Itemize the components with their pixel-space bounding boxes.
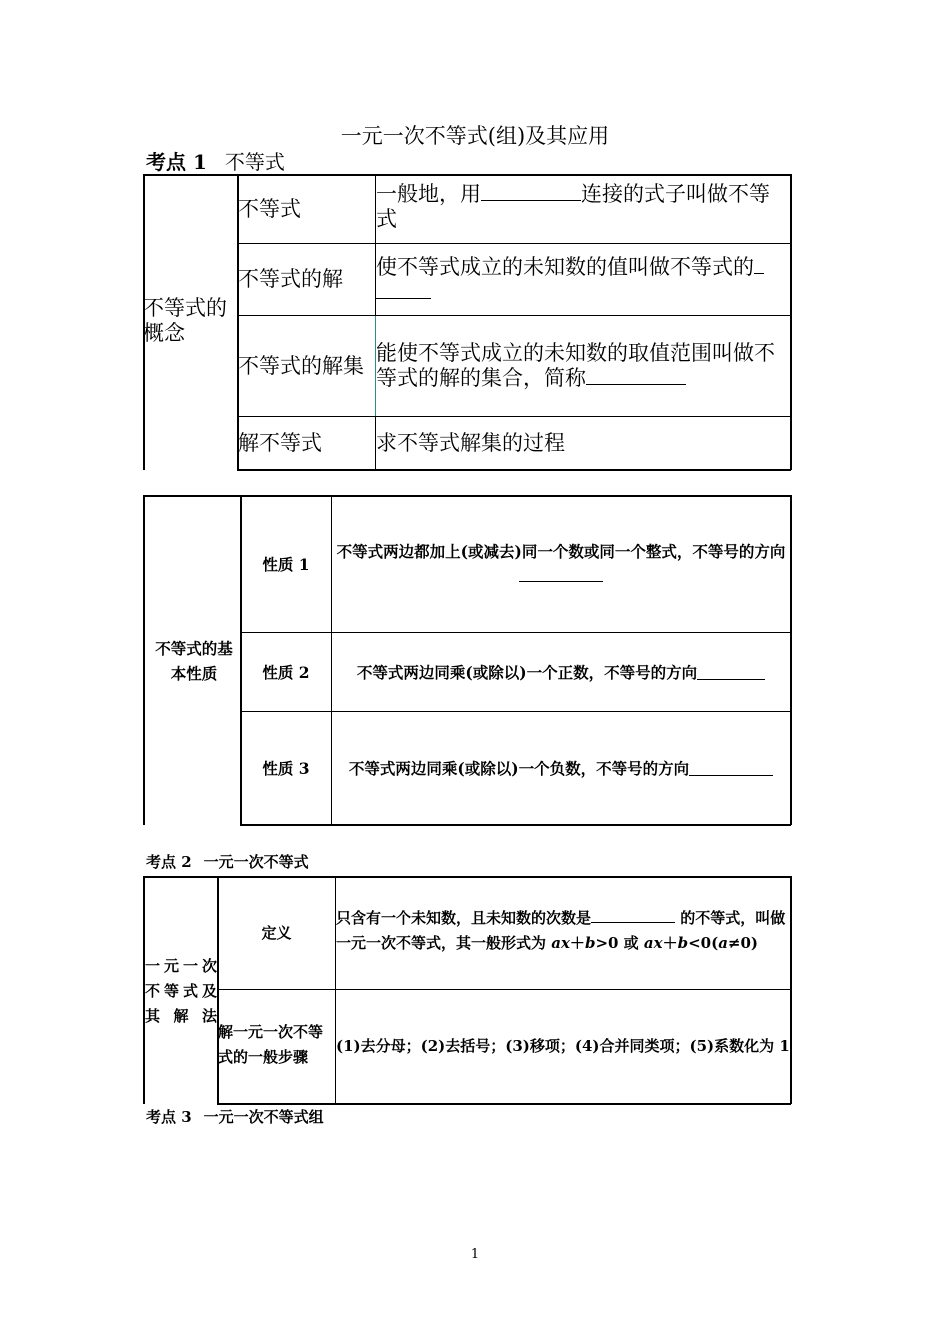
property-1-text: 不等式两边都加上(或减去)同一个数或同一个整式，不等号的方向: [336, 542, 786, 561]
section-1-heading: [146, 149, 285, 175]
page-number: 1: [470, 1247, 480, 1262]
property-3-desc: [332, 712, 790, 824]
steps-desc: (1)去分母；(2)去括号；(3)移项；(4)合并同类项；(5)系数化为 1: [336, 1037, 790, 1055]
property-3-name: 性质 3: [262, 758, 310, 778]
definition-desc: [336, 906, 791, 966]
definition-inequality-text-b: 连接的式子叫做不等式: [376, 182, 770, 231]
term-inequality: 不等式: [238, 196, 301, 221]
linear-inequality-label: 一元一次不等式及其解法: [145, 957, 217, 1025]
general-form: ax＋b>0 或 ax＋b<0(a≠0): [551, 934, 759, 952]
blank-2: [376, 280, 431, 299]
blank-1: [481, 182, 581, 201]
concept-label: 不等式的概念: [143, 296, 227, 345]
definition-solve-inequality: 求不等式解集的过程: [376, 430, 565, 455]
properties-label: 不等式的基本性质: [155, 639, 233, 683]
section-3-number: 考点 3: [146, 1108, 192, 1126]
blank-5: [697, 665, 765, 680]
blank-3: [586, 366, 686, 385]
section-1-number: 考点 1: [146, 150, 207, 174]
term-solve-inequality: 解不等式: [238, 430, 322, 455]
definition-inequality-text-a: 一般地，用: [376, 182, 481, 206]
definition-solution-set-text: 能使不等式成立的未知数的取值范围叫做不等式的解的集合，简称: [376, 341, 775, 390]
section-3-title: 一元一次不等式组: [203, 1108, 324, 1126]
definition-solution-set: [376, 341, 790, 401]
section-2-number: 考点 2: [146, 853, 192, 871]
definition-name: 定义: [261, 923, 292, 942]
property-1-name: 性质 1: [262, 554, 310, 574]
definition-text-a: 只含有一个未知数，且未知数的次数是: [336, 909, 592, 927]
section-2-title: 一元一次不等式: [203, 853, 309, 871]
blank-4: [519, 567, 603, 582]
term-solution: 不等式的解: [238, 267, 343, 291]
steps-name: 解一元一次不等式的一般步骤: [218, 1023, 324, 1066]
document-title: 一元一次不等式(组)及其应用: [340, 124, 610, 148]
property-2-desc: [332, 633, 790, 711]
term-solution-set: 不等式的解集: [238, 353, 364, 378]
property-3-text: 不等式两边同乘(或除以)一个负数，不等号的方向: [348, 758, 690, 778]
section-1-title: 不等式: [224, 150, 285, 174]
definition-solution: [376, 255, 790, 313]
blank-6: [689, 761, 773, 776]
property-1-desc: [332, 539, 790, 591]
definition-text-b: 的不等式，叫做一元一次不等式，其一般形式为: [336, 909, 786, 952]
section-3-heading: [146, 1107, 324, 1127]
definition-inequality: [376, 182, 790, 242]
definition-solution-text: 使不等式成立的未知数的值叫做不等式的: [376, 255, 754, 279]
section-2-heading: [146, 852, 309, 872]
property-2-name: 性质 2: [262, 662, 310, 682]
property-2-text: 不等式两边同乘(或除以)一个正数，不等号的方向: [356, 662, 698, 682]
blank-7: [591, 908, 675, 923]
